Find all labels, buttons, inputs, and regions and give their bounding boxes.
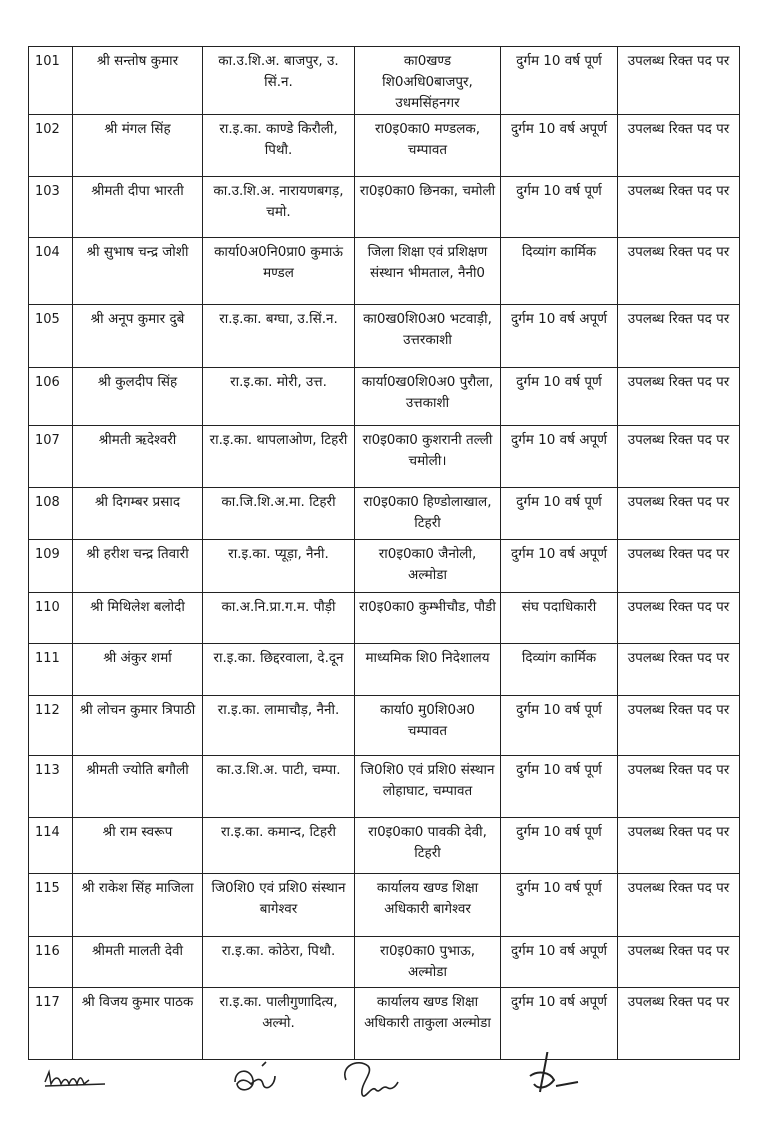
signature-2 bbox=[235, 1062, 275, 1090]
new-posting-cell: कार्यालय खण्ड शिक्षा अधिकारी ताकुला अल्मोडा bbox=[355, 988, 501, 1060]
current-posting-cell: रा.इ.का. लामाचौड़, नैनी. bbox=[203, 696, 355, 756]
new-posting-cell: रा0इ0का0 पावकी देवी, टिहरी bbox=[355, 818, 501, 874]
teacher-name-cell: श्री राकेश सिंह माजिला bbox=[73, 874, 203, 937]
new-posting-cell: माध्यमिक शि0 निदेशालय bbox=[355, 644, 501, 696]
table-row bbox=[29, 177, 740, 238]
new-posting-cell: का0खण्ड शि0अधि0बाजपुर, उधमसिंहनगर bbox=[355, 47, 501, 115]
table-row bbox=[29, 540, 740, 593]
new-posting-cell: रा0इ0का0 कुम्भीचौड, पौडी bbox=[355, 593, 501, 644]
table-row bbox=[29, 756, 740, 818]
new-posting-cell: रा0इ0का0 कुशरानी तल्ली चमोली। bbox=[355, 426, 501, 488]
teacher-name-cell: श्रीमती ज्योति बगौली bbox=[73, 756, 203, 818]
remarks-cell: उपलब्ध रिक्त पद पर bbox=[618, 368, 740, 426]
category-cell: दुर्गम 10 वर्ष अपूर्ण bbox=[501, 426, 618, 488]
table-row bbox=[29, 696, 740, 756]
table-row bbox=[29, 593, 740, 644]
category-cell: दुर्गम 10 वर्ष अपूर्ण bbox=[501, 937, 618, 988]
new-posting-cell: का0ख0शि0अ0 भटवाड़ी, उत्तरकाशी bbox=[355, 305, 501, 368]
current-posting-cell: का.जि.शि.अ.मा. टिहरी bbox=[203, 488, 355, 540]
remarks-cell: उपलब्ध रिक्त पद पर bbox=[618, 540, 740, 593]
signature-1 bbox=[45, 1072, 105, 1086]
current-posting-cell: जि0शि0 एवं प्रशि0 संस्थान बागेश्वर bbox=[203, 874, 355, 937]
teacher-name-cell: श्री सुभाष चन्द्र जोशी bbox=[73, 238, 203, 305]
teacher-name-cell: श्री लोचन कुमार त्रिपाठी bbox=[73, 696, 203, 756]
new-posting-cell: कार्या0 मु0शि0अ0 चम्पावत bbox=[355, 696, 501, 756]
current-posting-cell: कार्या0अ0नि0प्रा0 कुमाऊं मण्डल bbox=[203, 238, 355, 305]
table-row bbox=[29, 47, 740, 115]
serial-number-cell: 112 bbox=[29, 696, 73, 756]
category-cell: दुर्गम 10 वर्ष पूर्ण bbox=[501, 874, 618, 937]
teacher-name-cell: श्री कुलदीप सिंह bbox=[73, 368, 203, 426]
serial-number-cell: 109 bbox=[29, 540, 73, 593]
category-cell: दुर्गम 10 वर्ष अपूर्ण bbox=[501, 305, 618, 368]
serial-number-cell: 116 bbox=[29, 937, 73, 988]
new-posting-cell: रा0इ0का0 पुभाऊ, अल्मोडा bbox=[355, 937, 501, 988]
table-row bbox=[29, 644, 740, 696]
teacher-name-cell: श्रीमती मालती देवी bbox=[73, 937, 203, 988]
teacher-name-cell: श्री मंगल सिंह bbox=[73, 115, 203, 177]
new-posting-cell: रा0इ0का0 मण्डलक, चम्पावत bbox=[355, 115, 501, 177]
remarks-cell: उपलब्ध रिक्त पद पर bbox=[618, 874, 740, 937]
table-row bbox=[29, 368, 740, 426]
remarks-cell: उपलब्ध रिक्त पद पर bbox=[618, 756, 740, 818]
remarks-cell: उपलब्ध रिक्त पद पर bbox=[618, 696, 740, 756]
new-posting-cell: रा0इ0का0 जैनोली, अल्मोडा bbox=[355, 540, 501, 593]
teacher-name-cell: श्री अनूप कुमार दुबे bbox=[73, 305, 203, 368]
table-row bbox=[29, 874, 740, 937]
remarks-cell: उपलब्ध रिक्त पद पर bbox=[618, 593, 740, 644]
remarks-cell: उपलब्ध रिक्त पद पर bbox=[618, 115, 740, 177]
remarks-cell: उपलब्ध रिक्त पद पर bbox=[618, 177, 740, 238]
category-cell: दुर्गम 10 वर्ष अपूर्ण bbox=[501, 988, 618, 1060]
new-posting-cell: जिला शिक्षा एवं प्रशिक्षण संस्थान भीमताल, नैनी0 bbox=[355, 238, 501, 305]
category-cell: संघ पदाधिकारी bbox=[501, 593, 618, 644]
teacher-name-cell: श्री विजय कुमार पाठक bbox=[73, 988, 203, 1060]
category-cell: दिव्यांग कार्मिक bbox=[501, 238, 618, 305]
table-row bbox=[29, 238, 740, 305]
serial-number-cell: 103 bbox=[29, 177, 73, 238]
signature-4 bbox=[530, 1052, 578, 1092]
serial-number-cell: 108 bbox=[29, 488, 73, 540]
transfer-list-table bbox=[28, 46, 740, 1060]
table-row bbox=[29, 426, 740, 488]
current-posting-cell: रा.इ.का. छिद्दरवाला, दे.दून bbox=[203, 644, 355, 696]
current-posting-cell: रा.इ.का. मोरी, उत्त. bbox=[203, 368, 355, 426]
serial-number-cell: 114 bbox=[29, 818, 73, 874]
current-posting-cell: का.उ.शि.अ. नारायणबगड़, चमो. bbox=[203, 177, 355, 238]
current-posting-cell: रा.इ.का. पालीगुणादित्य, अल्मो. bbox=[203, 988, 355, 1060]
new-posting-cell: रा0इ0का0 छिनका, चमोली bbox=[355, 177, 501, 238]
remarks-cell: उपलब्ध रिक्त पद पर bbox=[618, 238, 740, 305]
new-posting-cell: कार्यालय खण्ड शिक्षा अधिकारी बागेश्वर bbox=[355, 874, 501, 937]
serial-number-cell: 117 bbox=[29, 988, 73, 1060]
serial-number-cell: 107 bbox=[29, 426, 73, 488]
serial-number-cell: 110 bbox=[29, 593, 73, 644]
teacher-name-cell: श्री अंकुर शर्मा bbox=[73, 644, 203, 696]
new-posting-cell: जि0शि0 एवं प्रशि0 संस्थान लोहाघाट, चम्पावत bbox=[355, 756, 501, 818]
category-cell: दुर्गम 10 वर्ष पूर्ण bbox=[501, 488, 618, 540]
table-row bbox=[29, 488, 740, 540]
serial-number-cell: 101 bbox=[29, 47, 73, 115]
category-cell: दुर्गम 10 वर्ष पूर्ण bbox=[501, 47, 618, 115]
current-posting-cell: का.उ.शि.अ. पाटी, चम्पा. bbox=[203, 756, 355, 818]
remarks-cell: उपलब्ध रिक्त पद पर bbox=[618, 818, 740, 874]
signature-3 bbox=[345, 1063, 398, 1096]
teacher-name-cell: श्री मिथिलेश बलोदी bbox=[73, 593, 203, 644]
remarks-cell: उपलब्ध रिक्त पद पर bbox=[618, 488, 740, 540]
current-posting-cell: का.अ.नि.प्रा.ग.म. पौड़ी bbox=[203, 593, 355, 644]
serial-number-cell: 113 bbox=[29, 756, 73, 818]
table-row bbox=[29, 988, 740, 1060]
teacher-name-cell: श्री हरीश चन्द्र तिवारी bbox=[73, 540, 203, 593]
new-posting-cell: रा0इ0का0 हिण्डोलाखाल, टिहरी bbox=[355, 488, 501, 540]
remarks-cell: उपलब्ध रिक्त पद पर bbox=[618, 305, 740, 368]
table-body bbox=[29, 47, 740, 1060]
category-cell: दुर्गम 10 वर्ष पूर्ण bbox=[501, 818, 618, 874]
category-cell: दुर्गम 10 वर्ष अपूर्ण bbox=[501, 540, 618, 593]
serial-number-cell: 102 bbox=[29, 115, 73, 177]
category-cell: दुर्गम 10 वर्ष पूर्ण bbox=[501, 696, 618, 756]
category-cell: दिव्यांग कार्मिक bbox=[501, 644, 618, 696]
category-cell: दुर्गम 10 वर्ष पूर्ण bbox=[501, 177, 618, 238]
teacher-name-cell: श्री सन्तोष कुमार bbox=[73, 47, 203, 115]
table-row bbox=[29, 115, 740, 177]
current-posting-cell: रा.इ.का. कमान्द, टिहरी bbox=[203, 818, 355, 874]
remarks-cell: उपलब्ध रिक्त पद पर bbox=[618, 426, 740, 488]
category-cell: दुर्गम 10 वर्ष पूर्ण bbox=[501, 368, 618, 426]
current-posting-cell: का.उ.शि.अ. बाजपुर, उ. सिं.न. bbox=[203, 47, 355, 115]
teacher-name-cell: श्री दिगम्बर प्रसाद bbox=[73, 488, 203, 540]
current-posting-cell: रा.इ.का. थापलाओण, टिहरी bbox=[203, 426, 355, 488]
teacher-name-cell: श्रीमती ऋदेश्वरी bbox=[73, 426, 203, 488]
serial-number-cell: 115 bbox=[29, 874, 73, 937]
category-cell: दुर्गम 10 वर्ष पूर्ण bbox=[501, 756, 618, 818]
remarks-cell: उपलब्ध रिक्त पद पर bbox=[618, 47, 740, 115]
serial-number-cell: 106 bbox=[29, 368, 73, 426]
current-posting-cell: रा.इ.का. काण्डे किरौली, पिथौ. bbox=[203, 115, 355, 177]
serial-number-cell: 105 bbox=[29, 305, 73, 368]
current-posting-cell: रा.इ.का. प्यूड़ा, नैनी. bbox=[203, 540, 355, 593]
teacher-name-cell: श्रीमती दीपा भारती bbox=[73, 177, 203, 238]
category-cell: दुर्गम 10 वर्ष अपूर्ण bbox=[501, 115, 618, 177]
remarks-cell: उपलब्ध रिक्त पद पर bbox=[618, 644, 740, 696]
table-row bbox=[29, 937, 740, 988]
remarks-cell: उपलब्ध रिक्त पद पर bbox=[618, 937, 740, 988]
teacher-name-cell: श्री राम स्वरूप bbox=[73, 818, 203, 874]
serial-number-cell: 111 bbox=[29, 644, 73, 696]
signatures bbox=[0, 1052, 768, 1143]
serial-number-cell: 104 bbox=[29, 238, 73, 305]
table-row bbox=[29, 305, 740, 368]
current-posting-cell: रा.इ.का. बग्घा, उ.सिं.न. bbox=[203, 305, 355, 368]
remarks-cell: उपलब्ध रिक्त पद पर bbox=[618, 988, 740, 1060]
new-posting-cell: कार्या0ख0शि0अ0 पुरौला, उत्तकाशी bbox=[355, 368, 501, 426]
table-row bbox=[29, 818, 740, 874]
current-posting-cell: रा.इ.का. कोठेरा, पिथौ. bbox=[203, 937, 355, 988]
